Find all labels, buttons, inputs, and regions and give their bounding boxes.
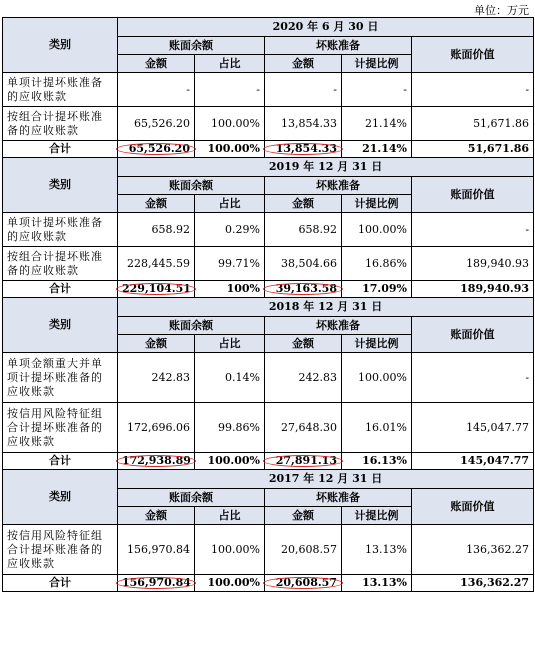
category-header: 类别: [3, 470, 118, 525]
row-ratio: 0.14%: [195, 353, 265, 403]
period-header: 2018 年 12 月 31 日: [118, 298, 534, 317]
row-provision-ratio: 16.86%: [342, 247, 412, 281]
total-row: [3, 575, 534, 592]
amount-header: 金额: [118, 195, 195, 213]
row-balance: 156,970.84: [118, 525, 195, 575]
row-balance: 228,445.59: [118, 247, 195, 281]
total-ratio: 100.00%: [195, 575, 265, 592]
period-header-row: [3, 298, 534, 317]
row-ratio: 0.29%: [195, 213, 265, 247]
row-provision: 13,854.33: [265, 107, 342, 141]
row-provision-ratio: 100.00%: [342, 213, 412, 247]
receivables-table: [2, 17, 534, 592]
total-book-value: 51,671.86: [412, 141, 534, 158]
provision-ratio-header: 计提比例: [342, 335, 412, 353]
row-provision-ratio: 21.14%: [342, 107, 412, 141]
total-label: 合计: [3, 453, 118, 470]
row-ratio: 99.71%: [195, 247, 265, 281]
amount-header: 金额: [118, 335, 195, 353]
amount-header: 金额: [265, 335, 342, 353]
total-provision: [265, 453, 342, 470]
total-provision-text: 39,163.58: [275, 282, 337, 295]
row-provision: 38,504.66: [265, 247, 342, 281]
row-book-value: -: [412, 213, 534, 247]
total-provision-text: 27,891.13: [275, 454, 337, 467]
row-provision: 658.92: [265, 213, 342, 247]
provision-ratio-header: 计提比例: [342, 55, 412, 73]
total-balance: [118, 141, 195, 158]
bad-debt-header: 坏账准备: [265, 317, 412, 335]
bad-debt-header: 坏账准备: [265, 489, 412, 507]
period-header: 2017 年 12 月 31 日: [118, 470, 534, 489]
total-balance: [118, 453, 195, 470]
period-header: 2020 年 6 月 30 日: [118, 18, 534, 37]
row-book-value: -: [412, 73, 534, 107]
total-balance-text: 172,938.89: [122, 454, 191, 467]
ratio-header: 占比: [195, 507, 265, 525]
row-balance: 242.83: [118, 353, 195, 403]
total-provision: [265, 141, 342, 158]
total-ratio: 100.00%: [195, 141, 265, 158]
book-value-header: 账面价值: [412, 489, 534, 525]
row-ratio: 100.00%: [195, 107, 265, 141]
provision-ratio-header: 计提比例: [342, 195, 412, 213]
total-book-value: 136,362.27: [412, 575, 534, 592]
ratio-header: 占比: [195, 55, 265, 73]
total-ratio: 100%: [195, 281, 265, 298]
total-ratio: 100.00%: [195, 453, 265, 470]
category-header: 类别: [3, 18, 118, 73]
amount-header: 金额: [118, 55, 195, 73]
row-provision: -: [265, 73, 342, 107]
row-book-value: -: [412, 353, 534, 403]
book-balance-header: 账面余额: [118, 177, 265, 195]
row-balance: 658.92: [118, 213, 195, 247]
book-value-header: 账面价值: [412, 37, 534, 73]
row-category: 按信用风险特征组合计提坏账准备的应收账款: [3, 525, 118, 575]
row-book-value: 145,047.77: [412, 403, 534, 453]
table-row: [3, 213, 534, 247]
period-header-row: [3, 470, 534, 489]
amount-header: 金额: [265, 195, 342, 213]
period-header: 2019 年 12 月 31 日: [118, 158, 534, 177]
row-book-value: 189,940.93: [412, 247, 534, 281]
total-provision-text: 13,854.33: [275, 142, 337, 155]
category-header: 类别: [3, 158, 118, 213]
row-ratio: 99.86%: [195, 403, 265, 453]
total-provision-ratio: 17.09%: [342, 281, 412, 298]
row-provision-ratio: -: [342, 73, 412, 107]
row-ratio: -: [195, 73, 265, 107]
total-provision: [265, 575, 342, 592]
total-label: 合计: [3, 575, 118, 592]
book-value-header: 账面价值: [412, 317, 534, 353]
bad-debt-header: 坏账准备: [265, 177, 412, 195]
row-provision-ratio: 13.13%: [342, 525, 412, 575]
total-balance-text: 156,970.84: [122, 576, 191, 589]
table-row: [3, 525, 534, 575]
book-balance-header: 账面余额: [118, 489, 265, 507]
total-balance-text: 65,526.20: [128, 142, 190, 155]
row-balance: 172,696.06: [118, 403, 195, 453]
total-row: [3, 453, 534, 470]
total-row: [3, 141, 534, 158]
ratio-header: 占比: [195, 335, 265, 353]
table-row: [3, 247, 534, 281]
row-provision: 27,648.30: [265, 403, 342, 453]
table-row: [3, 73, 534, 107]
row-category: 按组合计提坏账准备的应收账款: [3, 247, 118, 281]
period-header-row: [3, 18, 534, 37]
period-header-row: [3, 158, 534, 177]
category-header: 类别: [3, 298, 118, 353]
row-category: 单项计提坏账准备的应收账款: [3, 73, 118, 107]
row-book-value: 136,362.27: [412, 525, 534, 575]
row-category: 按组合计提坏账准备的应收账款: [3, 107, 118, 141]
total-label: 合计: [3, 281, 118, 298]
total-balance: [118, 575, 195, 592]
provision-ratio-header: 计提比例: [342, 507, 412, 525]
table-row: [3, 107, 534, 141]
row-ratio: 100.00%: [195, 525, 265, 575]
total-provision-text: 20,608.57: [275, 576, 337, 589]
amount-header: 金额: [265, 55, 342, 73]
row-balance: -: [118, 73, 195, 107]
total-balance-text: 229,104.51: [122, 282, 191, 295]
row-category: 按信用风险特征组合计提坏账准备的应收账款: [3, 403, 118, 453]
total-label: 合计: [3, 141, 118, 158]
total-provision-ratio: 13.13%: [342, 575, 412, 592]
row-category: 单项计提坏账准备的应收账款: [3, 213, 118, 247]
total-book-value: 145,047.77: [412, 453, 534, 470]
row-provision-ratio: 16.01%: [342, 403, 412, 453]
total-book-value: 189,940.93: [412, 281, 534, 298]
table-row: [3, 353, 534, 403]
row-provision-ratio: 100.00%: [342, 353, 412, 403]
row-balance: 65,526.20: [118, 107, 195, 141]
row-provision: 242.83: [265, 353, 342, 403]
book-balance-header: 账面余额: [118, 317, 265, 335]
total-balance: [118, 281, 195, 298]
bad-debt-header: 坏账准备: [265, 37, 412, 55]
amount-header: 金额: [265, 507, 342, 525]
row-book-value: 51,671.86: [412, 107, 534, 141]
row-category: 单项金额重大并单项计提坏账准备的应收账款: [3, 353, 118, 403]
total-row: [3, 281, 534, 298]
total-provision-ratio: 16.13%: [342, 453, 412, 470]
table-row: [3, 403, 534, 453]
book-balance-header: 账面余额: [118, 37, 265, 55]
book-value-header: 账面价值: [412, 177, 534, 213]
amount-header: 金额: [118, 507, 195, 525]
unit-label: 单位：万元: [474, 4, 529, 17]
total-provision-ratio: 21.14%: [342, 141, 412, 158]
total-provision: [265, 281, 342, 298]
ratio-header: 占比: [195, 195, 265, 213]
row-provision: 20,608.57: [265, 525, 342, 575]
